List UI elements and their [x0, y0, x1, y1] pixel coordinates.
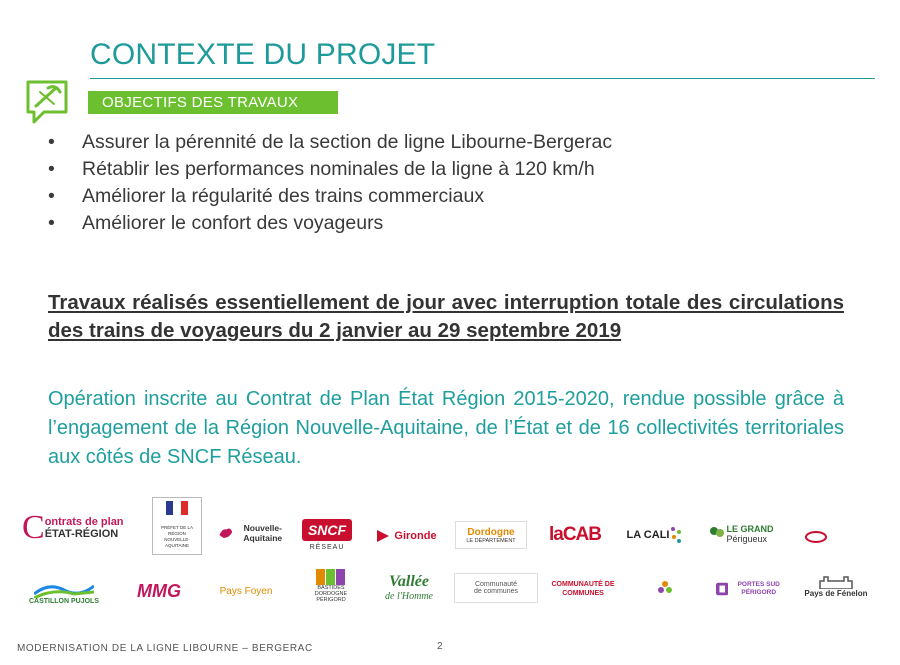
marianne-flag-icon — [166, 501, 188, 515]
pickaxe-badge-icon — [24, 78, 70, 124]
logo-castillon-pujols: CASTILLON PUJOLS — [24, 574, 104, 610]
castle-icon — [818, 575, 854, 589]
flower-icon — [656, 579, 674, 597]
dots-pattern-icon — [669, 525, 683, 545]
footer-label: MODERNISATION DE LA LIGNE LIBOURNE – BERGERAC — [17, 643, 313, 654]
logo-mmg: MMG — [137, 580, 181, 601]
objective-item: • Assurer la pérennité de la section de ligne Libourne-Bergerac — [48, 129, 612, 156]
leaf-cluster-icon — [709, 525, 725, 543]
logo-pays-fenelon: Pays de Fénelon — [800, 566, 872, 606]
lion-icon — [218, 522, 234, 544]
logo-rural-emblem — [632, 573, 698, 603]
logo-small-emblem — [786, 528, 846, 546]
logo-sncf-reseau: SNCF RÉSEAU — [303, 516, 351, 554]
landscape-icon — [34, 580, 94, 598]
logo-portes-sud-perigord: PORTES SUD PÉRIGORD — [716, 574, 786, 604]
objective-item: • Améliorer la régularité des trains commerciaux — [48, 183, 612, 210]
objectives-list — [48, 129, 612, 237]
bullet-icon: • — [48, 131, 55, 153]
logo-prefet-region: PRÉFET DE LA RÉGION NOUVELLE-AQUITAINE — [152, 497, 202, 555]
logo-bastides-dordogne: BASTIDES DORDOGNE PÉRIGORD — [305, 566, 357, 606]
logo-lacali: LA CALI — [626, 520, 684, 550]
objective-item: • Améliorer le confort des voyageurs — [48, 210, 612, 237]
title-divider — [90, 78, 875, 79]
logo-pays-foyen: Pays Foyen — [219, 585, 273, 597]
works-period-text: Travaux réalisés essentiellement de jour avec interruption totale des circulations des trains de voyageurs du 2 janvier au 29 septembre 2019 — [48, 291, 844, 342]
ps-mark-icon — [716, 580, 728, 598]
logo-gironde: Gironde — [370, 526, 442, 546]
logo-contrats-plan-etat-region: C ontrats de plan ÉTAT-RÉGION — [22, 509, 124, 546]
logo-nouvelle-aquitaine: Nouvelle-Aquitaine — [218, 518, 290, 548]
emblem-icon — [805, 531, 827, 543]
bullet-icon: • — [48, 158, 55, 180]
page-number: 2 — [437, 641, 443, 652]
gironde-shape-icon — [375, 528, 391, 544]
logo-dordogne: Dordogne LE DÉPARTEMENT — [455, 521, 527, 549]
logo-vallee-homme: Vallée de l'Homme — [385, 572, 433, 602]
section-label: OBJECTIFS DES TRAVAUX — [88, 91, 338, 114]
logo-communaute-communes: Communauté de communes — [454, 573, 538, 603]
objective-item: • Rétablir les performances nominales de la ligne à 120 km/h — [48, 156, 612, 183]
funding-text: Opération inscrite au Contrat de Plan État Région 2015-2020, rendue possible grâce à l’engagement de la Région Nouvelle-Aquitaine, de l’État et de 16 collectivités territoriales aux côtés de SNCF Réseau. — [48, 388, 844, 468]
slide-title: CONTEXTE DU PROJET — [90, 38, 436, 71]
bullet-icon: • — [48, 185, 55, 207]
bastide-tiles-icon — [316, 569, 346, 585]
logo-lacab: laCAB — [548, 524, 601, 545]
logo-grand-perigueux: LE GRAND Périgueux — [706, 518, 776, 550]
logo-communaute-de-communes: COMMUNAUTÉ DE COMMUNES — [551, 581, 615, 597]
bullet-icon: • — [48, 212, 55, 234]
